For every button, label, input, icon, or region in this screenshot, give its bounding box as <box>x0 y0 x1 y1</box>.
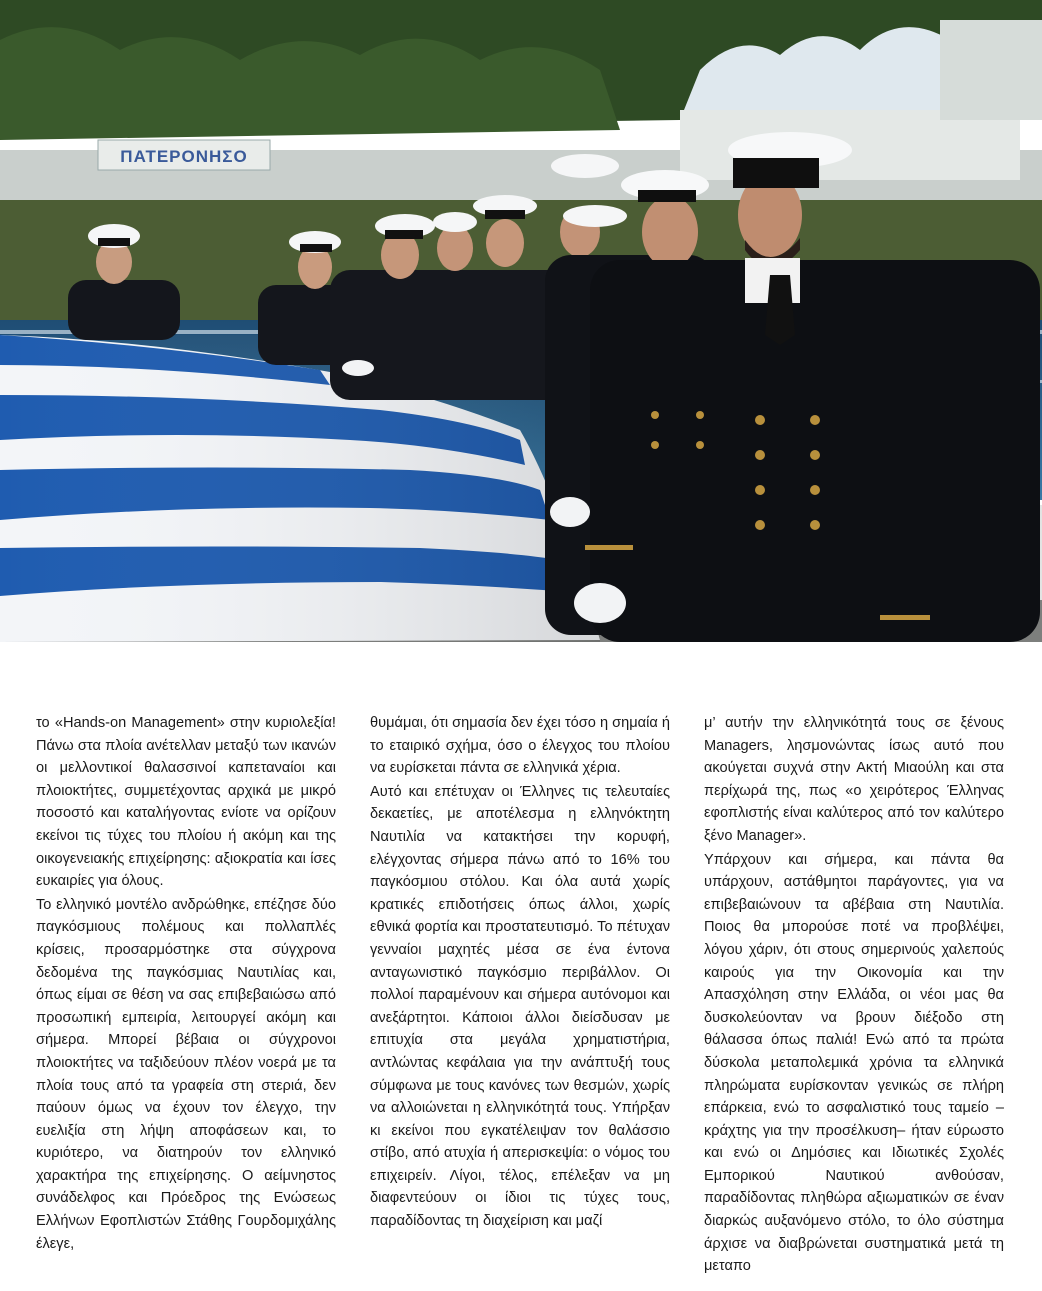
ceremony-photo-icon <box>0 0 1042 642</box>
sign-text: ΠΑΤΕΡΟΝΗΣΟ <box>120 147 248 166</box>
paragraph: Υπάρχουν και σήμερα, και πάντα θα υπάρχουν, αστάθμητοι παράγοντες, για να επιβεβαιώνουν τα αβέβαια στη Ναυτιλία. Ποιος θα μπορούσε ποτέ να προβλέψει, λόγου χάριν, ότι στους σημερινούς χαλεπούς καιρούς για την Οικονομία και την Απασχόληση στην Ελλάδα, οι νέοι μας θα δυσκολεύονταν να βρουν διέξοδο στη θάλασσα όπως παλιά! Ενώ από τα πρώτα δύσκολα μεταπολεμικά χρόνια τα ελληνικά πληρώματα ευρίσκονταν γενικώς σε πλήρη επάρκεια, ενώ το ασφαλιστικό τους ταμείο –κράχτης για την προσέλκυση– ήταν εύρωστο και ενώ οι Δημόσιες και Ιδιωτικές Σχολές Εμπορικού Ναυτικού ανθούσαν, παραδίδοντας πληθώρα αξιωματικών σε έναν διαρκώς αυξανόμενο στόλο, το όλο σύστημα άρχισε να διαβρώνεται συστηματικά μετά τη μεταπο <box>704 851 1004 1275</box>
paragraph: το «Hands-on Management» στην κυριολεξία! Πάνω στα πλοία ανέτελλαν μεταξύ των ικανών οι μελλοντικοί θαλασσινοί καπεταναίοι και πλοιοκτήτες, συμμετέχοντας αρχικά με μικρό ποσοστό και καταλήγοντας ενίοτε να ορίζουν εκείνοι τις τύχες του πλοίου ή ακόμη και της οικογενειακής επιχείρησης: αξιοκρατία και ίσες ευκαιρίες για όλους. <box>36 715 336 890</box>
article-column-3 <box>704 712 1004 1279</box>
paragraph: μ’ αυτήν την ελληνικότητά τους σε ξένους Managers, λησμονώντας ίσως αυτό που ακούγεται συχνά στην Ακτή Μιαούλη και στα περίχωρά της, πως «ο χειρότερος Έλληνας εφοπλιστής είναι καλύτερος από τον καλύτερο ξένο Manager». <box>704 715 1004 844</box>
article-body <box>0 712 1042 1291</box>
paragraph: θυμάμαι, ότι σημασία δεν έχει τόσο η σημαία ή το εταιρικό σχήμα, όσο ο έλεγχος του πλοίου να ευρίσκεται πάντα σε ελληνικά χέρια. <box>370 715 670 777</box>
article-column-1 <box>36 712 336 1256</box>
header-photo <box>0 0 1042 642</box>
paragraph: Το ελληνικό μοντέλο ανδρώθηκε, επέζησε δύο παγκόσμιους πολέμους και πολλαπλές κρίσεις, προσαρμόστηκε στα σύγχρονα δεδομένα της παγκόσμιας Ναυτιλίας και, όπως είμαι σε θέση να σας επιβεβαιώσω από προσωπική εμπειρία, λειτουργεί ακόμη και σήμερα. Μπορεί βέβαια οι σύγχρονοι πλοιοκτήτες να ταξιδεύουν πλέον νοερά με τα πλοία τους από τα γραφεία στη στεριά, δεν παύουν όμως να έχουν τον έλεγχο, την ευελιξία στη λήψη αποφάσεων και, το κυριότερο, να διατηρούν τον ελληνικό χαρακτήρα της επιχείρησης. Ο αείμνηστος συνάδελφος και Πρόεδρος της Ενώσεως Ελλήνων Εφοπλιστών Στάθης Γουρδομιχάλης έλεγε, <box>36 896 336 1252</box>
paragraph: Αυτό και επέτυχαν οι Έλληνες τις τελευταίες δεκαετίες, με αποτέλεσμα η ελληνόκτητη Ναυτιλία να κατακτήσει την κορυφή, ελέγχοντας σήμερα πάνω από το 16% του παγκόσμιου στόλου. Και όλα αυτά χωρίς κρατικές επιδοτήσεις όπως άλλοι, χωρίς εθνικά φορτία και προστατευτισμό. Το πέτυχαν γενναίοι μαχητές μέσα σε ένα έντονα ανταγωνιστικό παγκόσμιο περιβάλλον. Οι πολλοί παραμένουν και σήμερα αυτόνομοι και ανεξάρτητοι. Κάποιοι άλλοι διείσδυσαν με επιτυχία στα μεγάλα χρηματιστήρια, αντλώντας κεφάλαια για την ανάπτυξή τους σύμφωνα με τους κανόνες των θεσμών, χωρίς να αλλοιώνεται η ελληνικότητά τους. Υπήρξαν κι εκείνοι που εγκατέλειψαν τον θαλάσσιο στίβο, από ατυχία ή απερισκεψία: ο νόμος του επιχειρείν. Λίγοι, τέλος, επέλεξαν να μη διαφεντεύουν οι ίδιοι τις τύχες τους, παραδίδοντας τη διαχείριση και μαζί <box>370 783 670 1230</box>
article-column-2 <box>370 712 670 1234</box>
